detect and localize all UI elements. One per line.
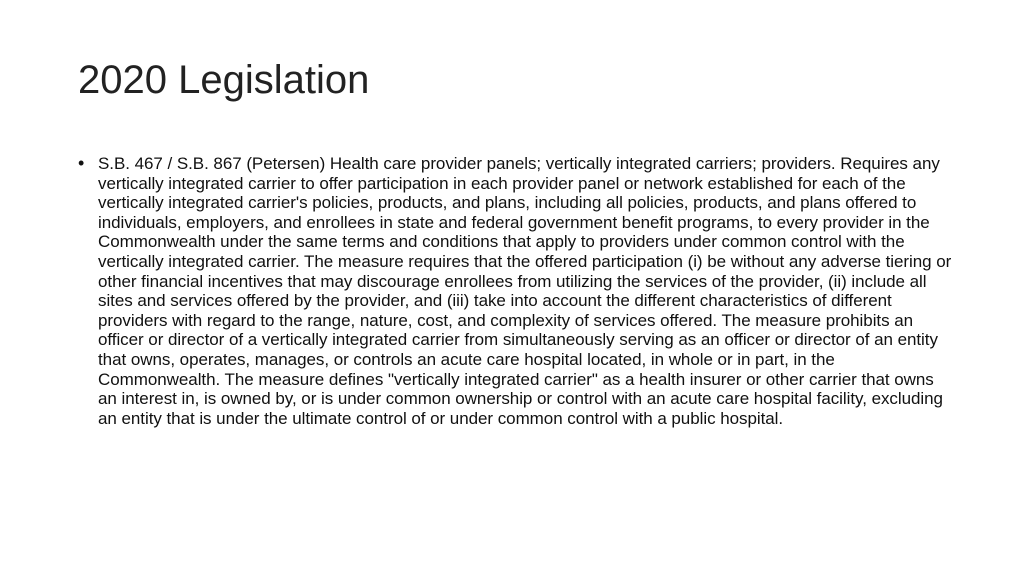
slide-title: 2020 Legislation bbox=[78, 58, 370, 102]
bullet-marker: • bbox=[78, 153, 85, 173]
bullet-text: S.B. 467 / S.B. 867 (Petersen) Health care provider panels; vertically integrated carriers; providers. Requires any vertically integrated carrier to offer participation in each provider panel or network established for each of the vertically integrated carrier's policies, products, and plans, including all policies, products, and plans offered to individuals, employers, and enrollees in state and federal government benefit programs, to every provider in the Commonwealth under the same terms and conditions that apply to providers under common control with the vertically integrated carrier. The measure requires that the offered participation (i) be without any adverse tiering or other financial incentives that may discourage enrollees from utilizing the services of the provider, (ii) include all sites and services offered by the provider, and (iii) take into account the different characteristics of different providers with regard to the range, nature, cost, and complexity of services offered. The measure prohibits an officer or director of a vertically integrated carrier from simultaneously serving as an officer or director of an entity that owns, operates, manages, or controls an acute care hospital located, in whole or in part, in the Commonwealth. The measure defines "vertically integrated carrier" as a health insurer or other carrier that owns an interest in, is owned by, or is under common ownership or control with an acute care hospital facility, excluding an entity that is under the ultimate control of or under common control with a public hospital. bbox=[98, 154, 952, 428]
bullet-item bbox=[78, 154, 953, 428]
slide-content bbox=[78, 154, 953, 428]
